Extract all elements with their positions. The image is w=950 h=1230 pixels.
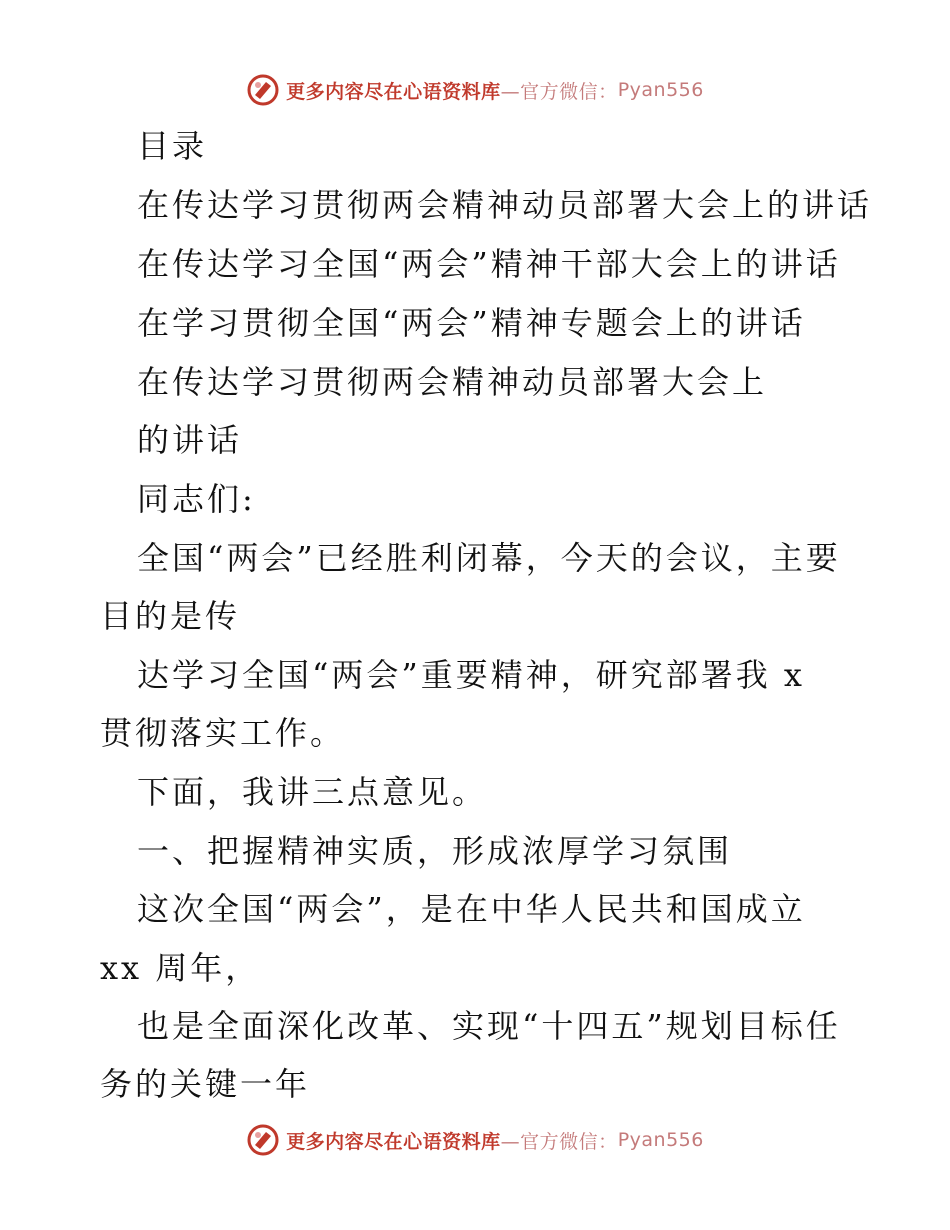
footer-watermark-banner	[0, 1120, 950, 1160]
toc-item: 在学习贯彻全国“两会”精神专题会上的讲话	[137, 304, 806, 342]
brand-logo-icon	[246, 1123, 280, 1157]
header-watermark-banner	[0, 70, 950, 110]
toc-item: 在传达学习贯彻两会精神动员部署大会上的讲话	[137, 186, 873, 224]
speech-title-continued: 的讲话	[137, 421, 243, 459]
body-line: 贯彻落实工作。	[100, 714, 346, 752]
body-line: 达学习全国“两会”重要精神，研究部署我 x	[137, 656, 805, 694]
body-line: 务的关键一年	[100, 1065, 311, 1103]
salutation: 同志们:	[137, 480, 256, 518]
banner-sub-text: —官方微信：	[500, 1130, 618, 1153]
body-line: 这次全国“两会”，是在中华人民共和国成立	[137, 890, 806, 928]
speech-title: 在传达学习贯彻两会精神动员部署大会上	[137, 363, 768, 401]
banner-main-text: 更多内容尽在心语资料库	[286, 80, 501, 103]
banner-wechat-id: Pyan556	[617, 79, 704, 101]
brand-logo-icon	[246, 73, 280, 107]
body-line: 也是全面深化改革、实现“十四五”规划目标任	[137, 1007, 841, 1045]
body-line: 目的是传	[100, 597, 241, 635]
body-line: xx 周年，	[100, 949, 261, 987]
banner-main-text: 更多内容尽在心语资料库	[286, 1130, 501, 1153]
banner-wechat-id: Pyan556	[617, 1129, 704, 1151]
body-line: 下面，我讲三点意见。	[137, 773, 488, 811]
banner-sub-text: —官方微信：	[500, 80, 618, 103]
section-heading: 一、把握精神实质，形成浓厚学习氛围	[137, 832, 733, 870]
toc-heading: 目录	[137, 127, 208, 165]
body-line: 全国“两会”已经胜利闭幕，今天的会议，主要	[137, 539, 841, 577]
toc-item: 在传达学习全国“两会”精神干部大会上的讲话	[137, 245, 841, 283]
